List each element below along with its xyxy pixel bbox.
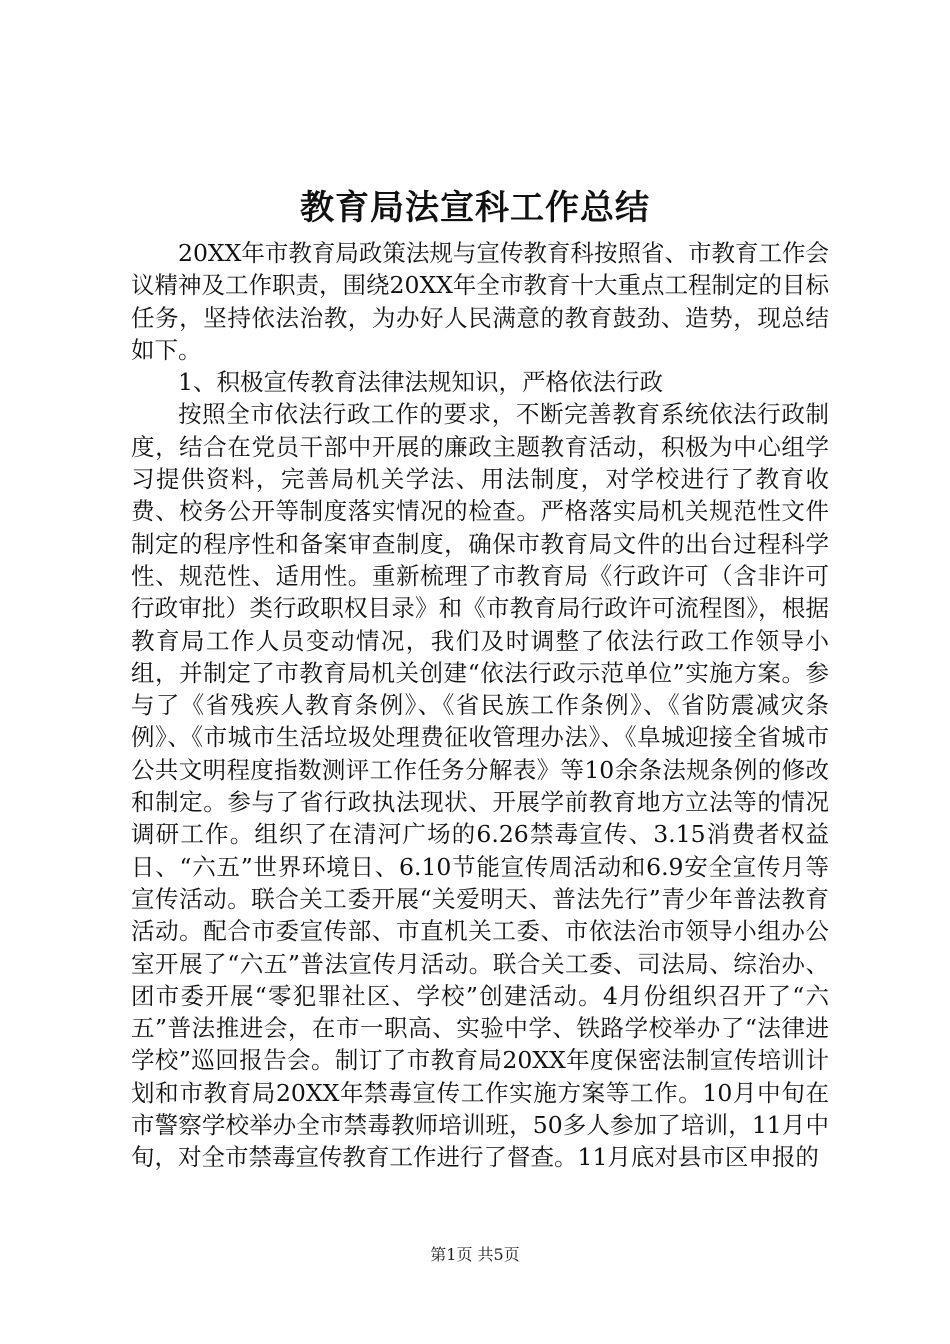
intro-paragraph: 20XX年市教育局政策法规与宣传教育科按照省、市教育工作会议精神及工作职责，围绕20XX年全市教育十大重点工程制定的目标任务，坚持依法治教，为办好人民满意的教育鼓劲、造势，现总结如下。: [131, 239, 829, 364]
page-number-footer: 第1页 共5页: [430, 1245, 520, 1264]
section-heading: 1、积极宣传教育法律法规知识，严格依法行政: [178, 368, 663, 397]
document-title: 教育局法宣科工作总结: [300, 188, 650, 228]
section-paragraph: 按照全市依法行政工作的要求，不断完善教育系统依法行政制度，结合在党员干部中开展的廉政主题教育活动，积极为中心组学习提供资料，完善局机关学法、用法制度，对学校进行了教育收费、校务公开等制度落实情况的检查。严格落实局机关规范性文件制定的程序性和备案审查制度，确保市教育局文件的出台过程科学性、规范性、适用性。重新梳理了市教育局《行政许可（含非许可行政审批）类行政职权目录》和《市教育局行政许可流程图》，根据教育局工作人员变动情况，我们及时调整了依法行政工作领导小组，并制定了市教育局机关创建“依法行政示范单位”实施方案。参与了《省残疾人教育条例》、《省民族工作条例》、《省防震减灾条例》、《市城市生活垃圾处理费征收管理办法》、《阜城迎接全省城市公共文明程度指数测评工作任务分解表》等10余条法规条例的修改和制定。参与了省行政执法现状、开展学前教育地方立法等的情况调研工作。组织了在清河广场的6.26禁毒宣传、3.15消费者权益日、“六五”世界环境日、6.10节能宣传周活动和6.9安全宣传月等宣传活动。联合关工委开展“关爱明天、普法先行”青少年普法教育活动。配合市委宣传部、市直机关工委、市依法治市领导小组办公室开展了“六五”普法宣传月活动。联合关工委、司法局、综治办、团市委开展“零犯罪社区、学校”创建活动。4月份组织召开了“六五”普法推进会，在市一职高、实验中学、铁路学校举办了“法律进学校”巡回报告会。制订了市教育局20XX年度保密法制宣传培训计划和市教育局20XX年禁毒宣传工作实施方案等工作。10月中旬在市警察学校举办全市禁毒教师培训班，50多人参加了培训，11月中旬，对全市禁毒宣传教育工作进行了督查。11月底对县市区申报的: [131, 400, 829, 1172]
document-body: [131, 237, 829, 1174]
